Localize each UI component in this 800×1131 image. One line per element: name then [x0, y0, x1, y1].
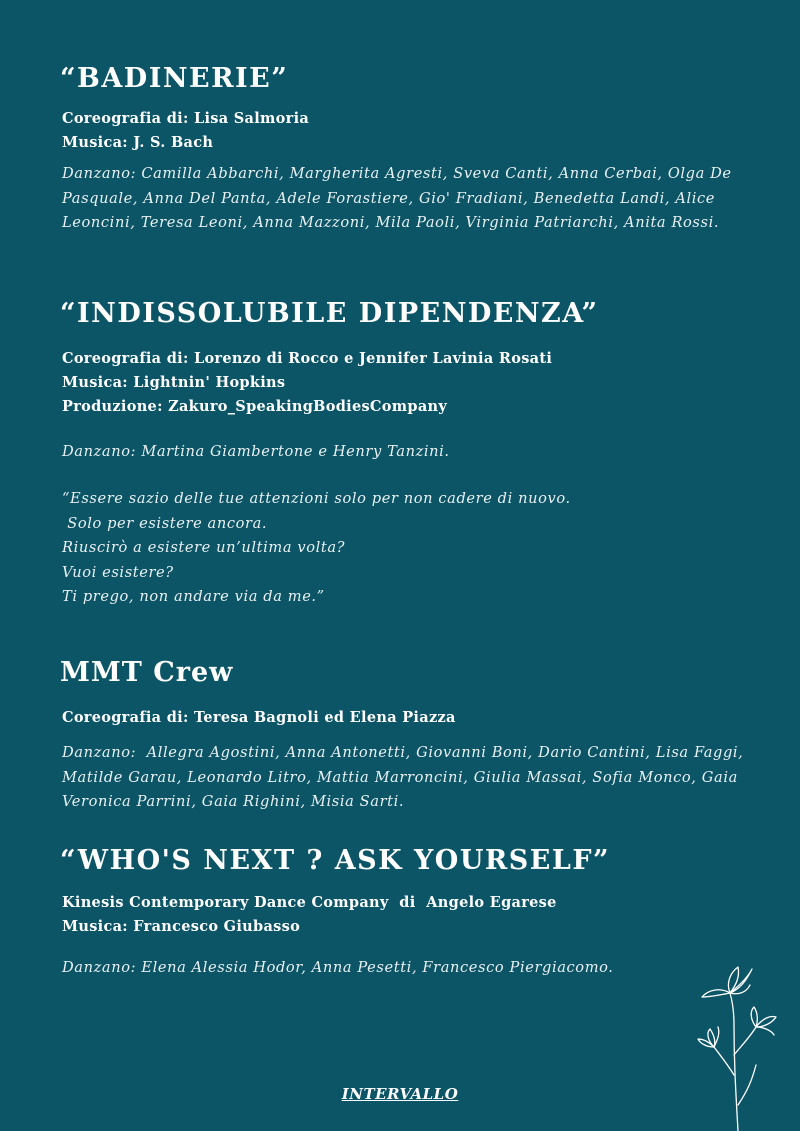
quote-line: Solo per esistere ancora.: [62, 514, 268, 532]
credit-line: Kinesis Contemporary Dance Company di Angelo Egarese: [62, 894, 557, 911]
quote-line: Ti prego, non andare via da me.”: [62, 588, 325, 606]
credit-line: Musica: Francesco Giubasso: [62, 918, 301, 935]
credits-indissolubile: [62, 347, 552, 419]
credits-mmt-crew: [62, 706, 456, 730]
credit-line: Musica: Lightnin' Hopkins: [62, 374, 286, 391]
quote-line: “Essere sazio delle tue attenzioni solo per non cadere di nuovo.: [62, 490, 571, 507]
section-title-mmt-crew: MMT Crew: [60, 657, 234, 688]
credits-whos-next: [62, 891, 557, 939]
flower-line-art-icon: [690, 955, 800, 1131]
quote-line: Riuscirò a esistere un’ultima volta?: [62, 539, 346, 557]
credit-line: Coreografia di: Lisa Salmoria: [62, 110, 310, 127]
credit-line: Coreografia di: Teresa Bagnoli ed Elena Piazza: [62, 709, 456, 726]
credit-line: Coreografia di: Lorenzo di Rocco e Jennifer Lavinia Rosati: [62, 350, 553, 367]
dancers-mmt-crew: Danzano: Allegra Agostini, Anna Antonetti, Giovanni Boni, Dario Cantini, Lisa Faggi, Matilde Garau, Leonardo Litro, Mattia Marroncini, Giulia Massai, Sofia Monco, Gaia Veronica Parrini, Gaia Righini, Misia Sarti.: [62, 744, 749, 811]
dancers-whos-next: Danzano: Elena Alessia Hodor, Anna Pesetti, Francesco Piergiacomo.: [62, 959, 614, 976]
quote-line: Vuoi esistere?: [62, 563, 174, 581]
section-title-badinerie: “BADINERIE”: [60, 63, 289, 94]
quote-indissolubile: [62, 487, 762, 610]
section-title-whos-next: “WHO'S NEXT ? ASK YOURSELF”: [60, 845, 611, 876]
credit-line: Produzione: Zakuro_SpeakingBodiesCompany: [62, 398, 448, 415]
credit-line: Musica: J. S. Bach: [62, 134, 214, 151]
credits-badinerie: [62, 107, 309, 155]
intervallo-label: INTERVALLO: [341, 1085, 459, 1103]
section-title-indissolubile: “INDISSOLUBILE DIPENDENZA”: [60, 298, 599, 329]
dancers-badinerie: Danzano: Camilla Abbarchi, Margherita Agresti, Sveva Canti, Anna Cerbai, Olga De Pasquale, Anna Del Panta, Adele Forastiere, Gio' Fradiani, Benedetta Landi, Alice Leoncini, Teresa Leoni, Anna Mazzoni, Mila Paoli, Virginia Patriarchi, Anita Rossi.: [62, 165, 732, 232]
dancers-indissolubile: Danzano: Martina Giambertone e Henry Tanzini.: [62, 443, 450, 460]
